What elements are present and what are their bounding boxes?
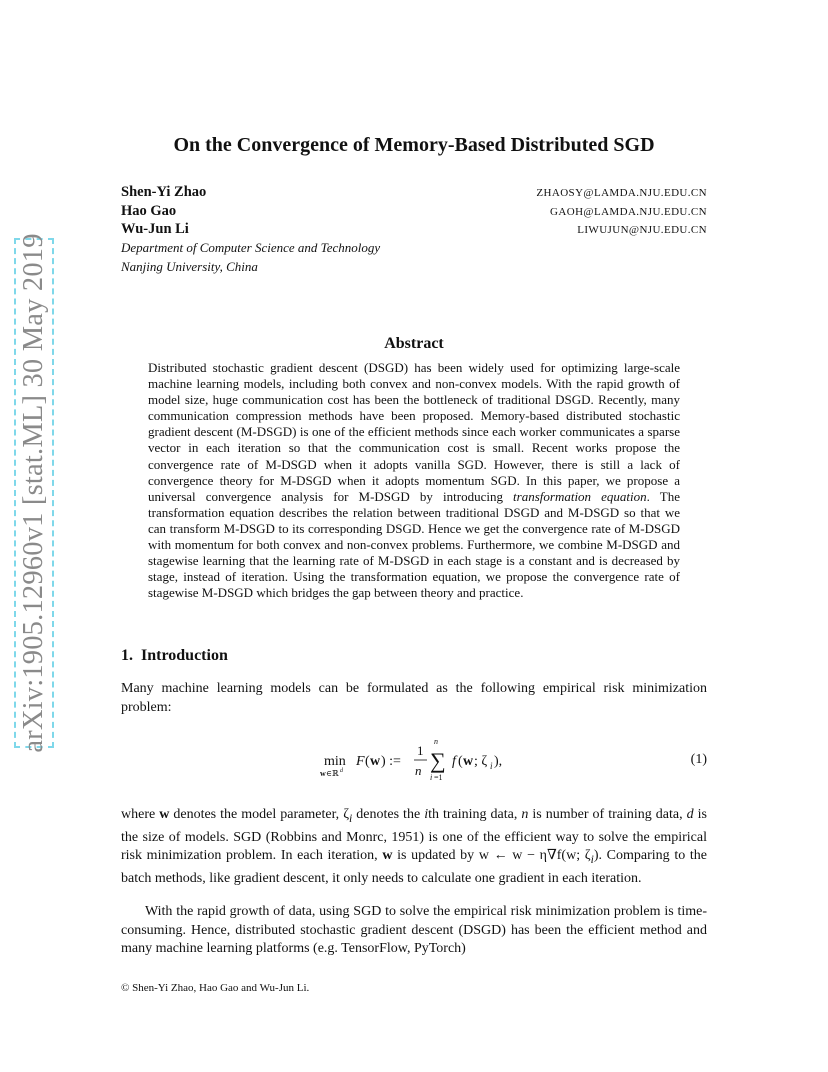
abstract-heading: Abstract: [384, 335, 444, 352]
intro-paragraph-1: Many machine learning models can be formulated as the following empirical risk minimization problem:: [121, 681, 707, 715]
author-name-2: Hao Gao: [121, 203, 177, 219]
arxiv-stamp-text: arXiv:1905.12960v1 [stat.ML] 30 May 2019: [18, 233, 49, 753]
svg-text:) :=: ) :=: [381, 754, 401, 769]
svg-text:(: (: [365, 754, 370, 769]
svg-text:n: n: [415, 763, 422, 778]
svg-text:i: i: [490, 761, 493, 771]
intro-paragraph-3: With the rapid growth of data, using SGD to solve the empirical risk minimization problem is time-consuming. Hence, distributed stochastic gradient descent (DSGD) has been the efficient method and many machine learning platforms (e.g. TensorFlow, PyTorch): [121, 904, 707, 957]
author-email-2: GAOH@LAMDA.NJU.EDU.CN: [550, 206, 707, 218]
svg-text:∈ℝ: ∈ℝ: [326, 769, 339, 778]
svg-text:w: w: [370, 754, 381, 769]
section-number: 1.: [121, 647, 133, 664]
abstract-text-part-2: . The transformation equation describes the relation between traditional DSGD and M-DSGD so that we can transform M-DSGD to its corresponding DSGD. Hence we get the convergence rate of M-DSGD with momentum for both convex and non-convex problems. Furthermore, we combine M-DSGD and stagewise learning that the learning rate of M-DSGD in each stage is a constant and is decreased by stage, instead of iteration. Using the transformation equation, we propose the convergence rate of stagewise M-DSGD which bridges the gap between theory and practice.: [148, 488, 680, 601]
math-subscript: i: [590, 853, 594, 866]
author-email-1: ZHAOSY@LAMDA.NJU.EDU.CN: [536, 187, 707, 199]
svg-text:w: w: [463, 754, 474, 769]
paper-title: On the Convergence of Memory-Based Distributed SGD: [173, 134, 655, 156]
math-w: w: [159, 807, 170, 822]
math-d: d: [686, 807, 694, 822]
svg-text:1: 1: [417, 743, 424, 758]
math-i: i: [424, 807, 429, 822]
math-update-rule: w ← w − η∇f(w; ζ: [478, 848, 591, 864]
section-title: Introduction: [141, 647, 228, 664]
equation-number: (1): [690, 752, 707, 767]
svg-text:min: min: [324, 754, 346, 769]
svg-text:∑: ∑: [430, 748, 446, 773]
text-segment: is number of training data,: [528, 807, 687, 822]
arxiv-identifier-stamp: [14, 233, 54, 753]
text-segment: denotes the model parameter, ζ: [169, 807, 349, 822]
equation-1: [0, 738, 828, 788]
author-name-1: Shen-Yi Zhao: [121, 184, 207, 200]
text-segment: ). Comparing to the batch methods, like gradient descent, it only needs to calculate one gradient in each iteration.: [121, 848, 708, 886]
svg-text:),: ),: [494, 754, 503, 769]
copyright-footer: © Shen-Yi Zhao, Hao Gao and Wu-Jun Li.: [121, 982, 310, 994]
svg-text:F: F: [356, 754, 365, 769]
author-email-3: LIWUJUN@NJU.EDU.CN: [577, 224, 707, 236]
abstract-emphasis: transformation equation: [513, 488, 647, 504]
svg-text:; ζ: ; ζ: [474, 754, 488, 769]
svg-text:(: (: [458, 754, 463, 769]
math-w: w: [382, 848, 393, 864]
abstract-text-part-1: Distributed stochastic gradient descent (DSGD) has been widely used for optimizing large-scale machine learning models, including both convex and non-convex models. With the rapid growth of model size, huge communication cost has been the bottleneck of traditional DSGD. Recently, many communication compression methods have been proposed. Memory-based distributed stochastic gradient descent (M-DSGD) is one of the efficient methods since each worker communicates a sparse vector in each iteration so that the communication cost is small. Recent works propose the convergence rate of M-DSGD when it adopts vanilla SGD. However, there is still a lack of convergence theory for M-DSGD when it adopts momentum SGD. In this paper, we propose a universal convergence analysis for M-DSGD by introducing: [148, 360, 680, 504]
section-heading: [121, 647, 228, 665]
svg-text:n: n: [434, 738, 438, 746]
author-name-3: Wu-Jun Li: [121, 221, 189, 237]
svg-text:w: w: [320, 769, 326, 778]
math-subscript: i: [349, 811, 353, 825]
affiliation-university: Nanjing University, China: [121, 259, 258, 274]
text-segment: where: [121, 807, 160, 822]
math-n: n: [521, 807, 529, 822]
affiliation-department: Department of Computer Science and Technology: [121, 240, 381, 255]
text-segment: is updated by: [392, 848, 479, 864]
svg-text:=1: =1: [434, 773, 443, 782]
text-segment: is the size of models. SGD (Robbins and Monrc, 1951) is one of the efficient way to solve the empirical risk minimization problem. In each iteration,: [121, 807, 707, 864]
text-segment: denotes the: [352, 807, 425, 822]
text-segment: th training data,: [428, 807, 522, 822]
intro-paragraph-2: [121, 806, 707, 888]
svg-text:d: d: [340, 768, 343, 774]
svg-text:i: i: [430, 773, 433, 782]
svg-text:f: f: [452, 754, 456, 769]
abstract-body: [148, 360, 680, 601]
